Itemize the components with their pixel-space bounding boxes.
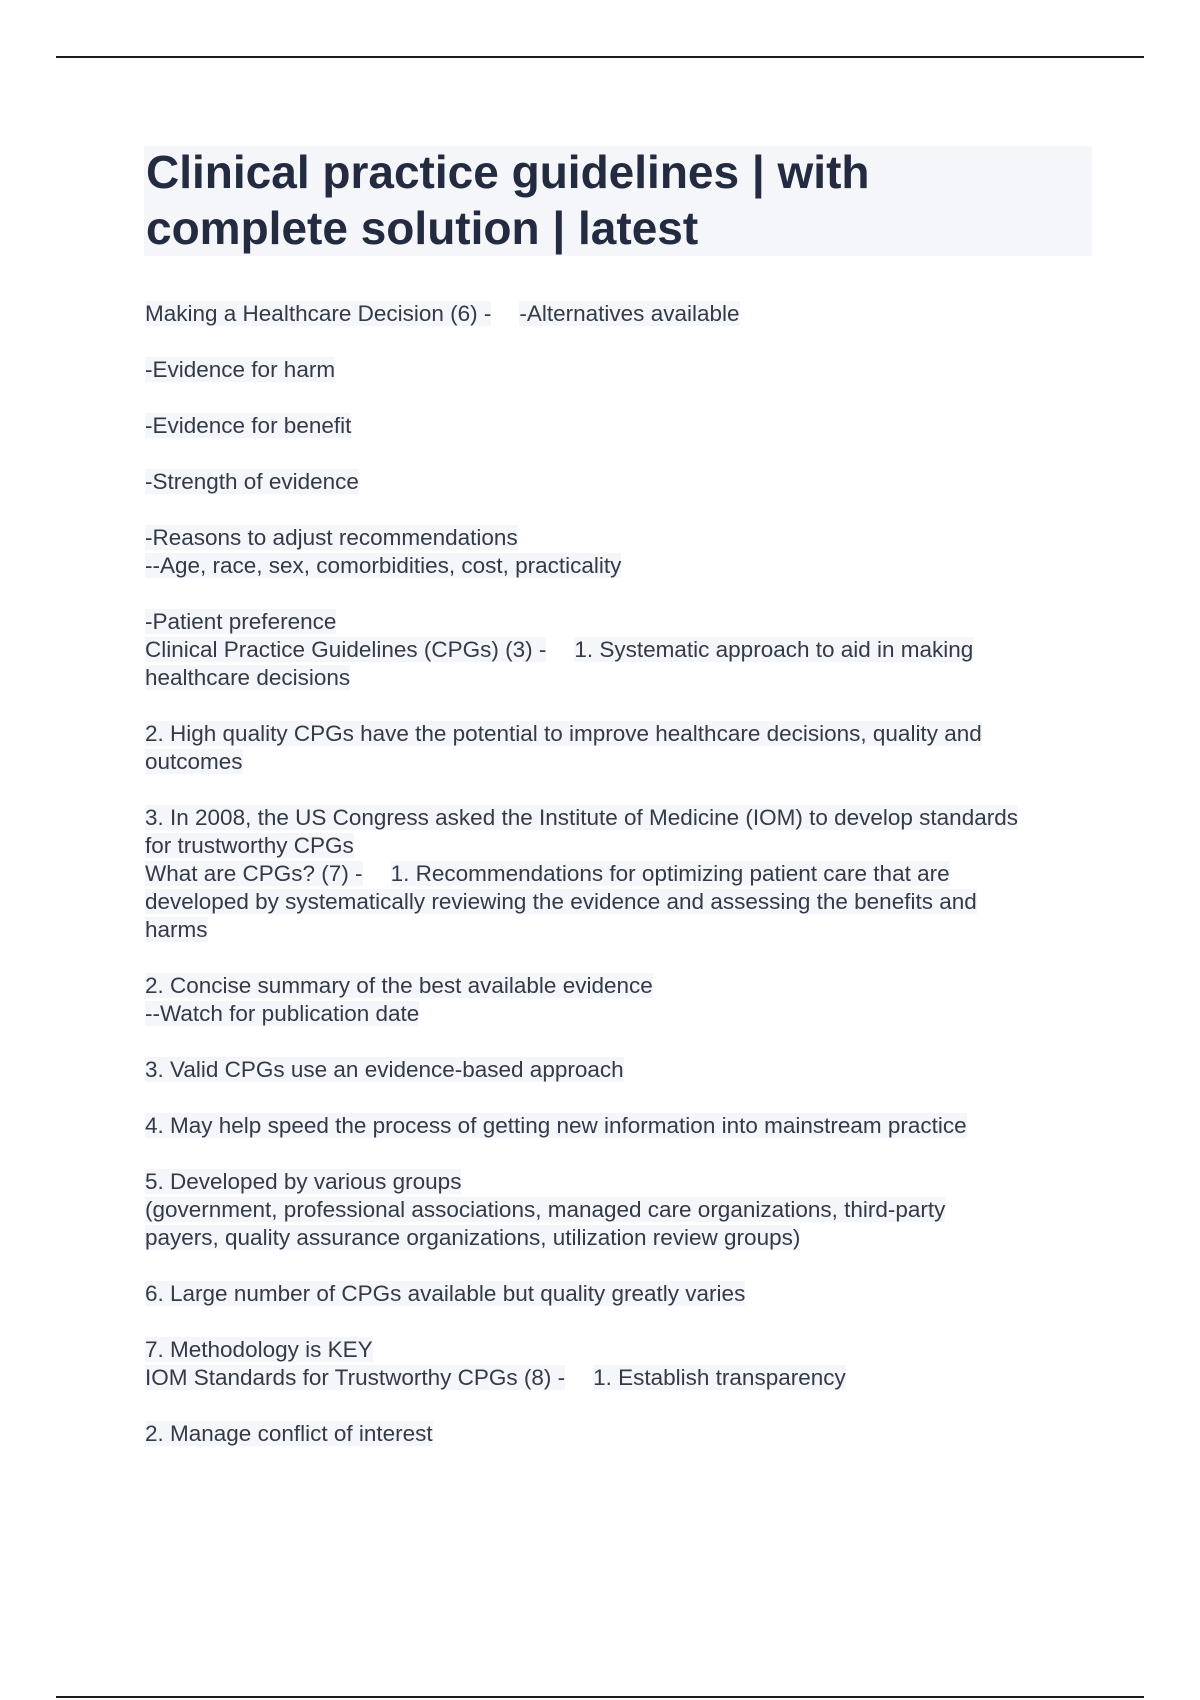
line-gap [145,580,1095,608]
document-title [146,144,1046,256]
card-definition-text: (government, professional associations, managed care organizations, third-party [145,1197,946,1222]
card-definition-text: -Reasons to adjust recommendations [145,525,518,550]
line-gap [145,692,1095,720]
card-line [145,1056,1095,1084]
card-line [145,356,1095,384]
card-line [145,1168,1095,1196]
top-rule [56,56,1144,58]
card-definition-text: -Strength of evidence [145,469,359,494]
card-line [145,888,1095,916]
card-definition-text: --Watch for publication date [145,1001,420,1026]
card-definition-text: 4. May help speed the process of getting new information into mainstream practice [145,1113,967,1138]
card-line [145,720,1095,748]
card-definition-text: developed by systematically reviewing the evidence and assessing the benefits and [145,889,977,914]
title-line-2: complete solution | latest [146,202,699,254]
card-definition-text: -Evidence for benefit [145,413,352,438]
line-gap [145,944,1095,972]
line-gap [145,384,1095,412]
card-definition-text: 2. Concise summary of the best available evidence [145,973,653,998]
line-gap [145,496,1095,524]
line-gap [145,1028,1095,1056]
card-term: IOM Standards for Trustworthy CPGs (8) - [145,1365,566,1390]
line-gap [145,1084,1095,1112]
card-line [145,664,1095,692]
card-definition-text: 1. Establish transparency [593,1365,846,1390]
line-gap [145,1308,1095,1336]
card-term: Making a Healthcare Decision (6) - [145,301,492,326]
line-gap [145,1140,1095,1168]
card-definition-text: 3. In 2008, the US Congress asked the Institute of Medicine (IOM) to develop standards [145,805,1018,830]
card-line [145,412,1095,440]
card-line [145,468,1095,496]
card-definition-text: 2. Manage conflict of interest [145,1421,433,1446]
line-gap [145,776,1095,804]
card-first-line [145,1364,1095,1392]
card-line [145,524,1095,552]
card-definition-text: healthcare decisions [145,665,351,690]
card-line [145,552,1095,580]
card-line [145,1112,1095,1140]
card-line [145,1280,1095,1308]
card-definition-text: -Patient preference [145,609,337,634]
line-gap [145,1252,1095,1280]
card-line [145,916,1095,944]
card-definition-text: 3. Valid CPGs use an evidence-based approach [145,1057,624,1082]
card-term: What are CPGs? (7) - [145,861,363,886]
card-definition-text: for trustworthy CPGs [145,833,354,858]
bottom-rule [56,1696,1144,1698]
card-definition-text: 7. Methodology is KEY [145,1337,373,1362]
card-first-line [145,636,1095,664]
card-definition-text: --Age, race, sex, comorbidities, cost, practicality [145,553,622,578]
card-definition-text: 1. Recommendations for optimizing patient care that are [390,861,950,886]
card-line [145,804,1095,832]
card-line [145,832,1095,860]
card-first-line [145,860,1095,888]
card-line [145,1336,1095,1364]
card-definition-text: 6. Large number of CPGs available but quality greatly varies [145,1281,746,1306]
card-definition-text: harms [145,917,208,942]
card-line [145,1196,1095,1224]
card-line [145,1224,1095,1252]
title-line-1: Clinical practice guidelines | with [146,146,870,198]
line-gap [145,1392,1095,1420]
card-definition-text: 5. Developed by various groups [145,1169,462,1194]
flashcard-content [145,300,1095,1448]
card-definition-text: 1. Systematic approach to aid in making [574,637,974,662]
card-definition-text: -Alternatives available [519,301,740,326]
card-line [145,1000,1095,1028]
line-gap [145,328,1095,356]
card-definition-text: outcomes [145,749,243,774]
card-line [145,608,1095,636]
card-line [145,972,1095,1000]
card-term: Clinical Practice Guidelines (CPGs) (3) - [145,637,547,662]
card-line [145,748,1095,776]
card-definition-text: payers, quality assurance organizations, utilization review groups) [145,1225,801,1250]
card-definition-text: 2. High quality CPGs have the potential to improve healthcare decisions, quality and [145,721,982,746]
card-line [145,1420,1095,1448]
card-definition-text: -Evidence for harm [145,357,336,382]
card-first-line [145,300,1095,328]
line-gap [145,440,1095,468]
